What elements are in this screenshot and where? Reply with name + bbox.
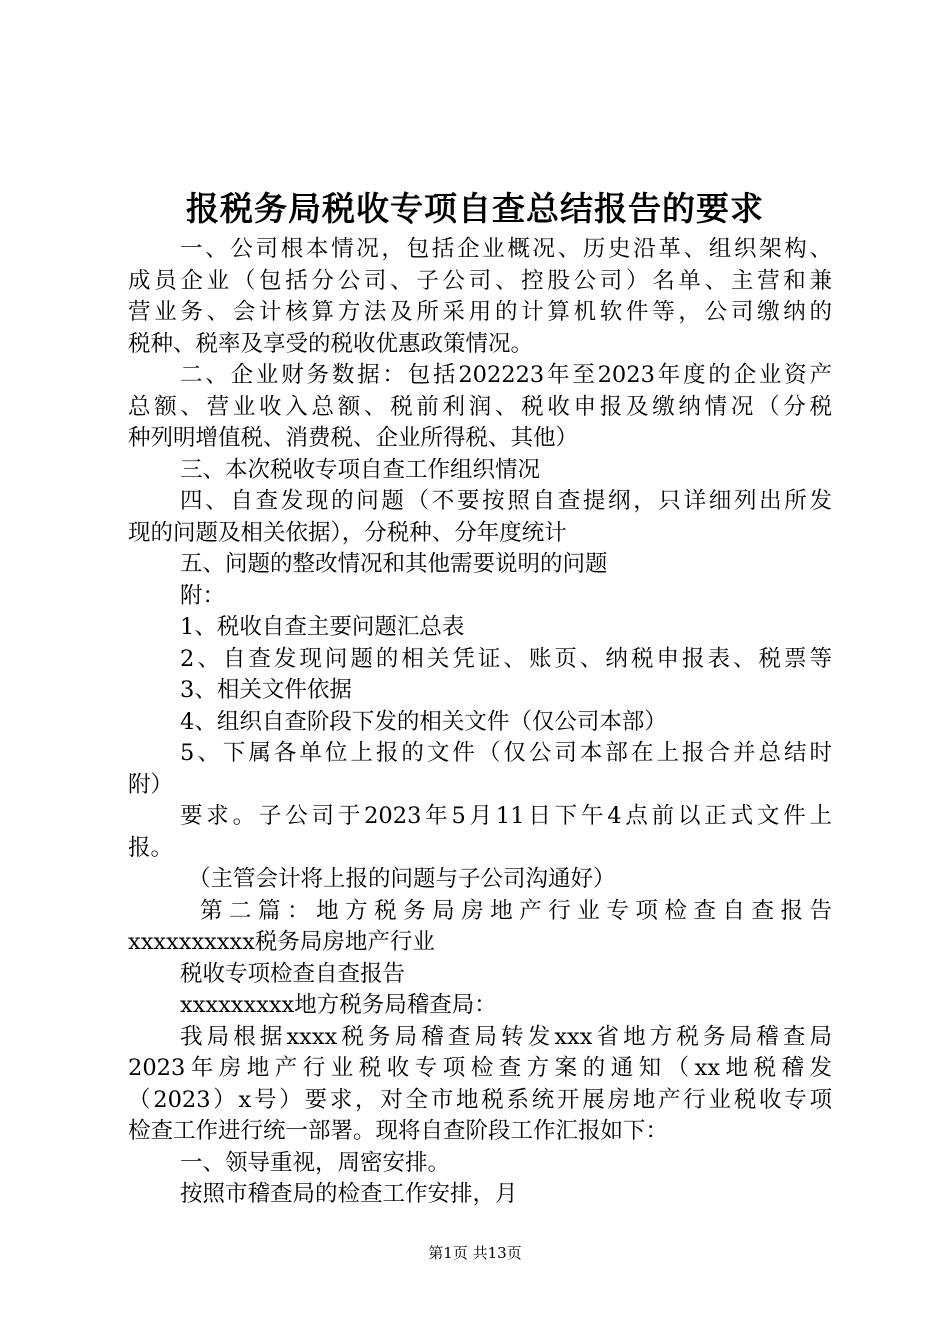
body-line: 4、组织自查阶段下发的相关文件（仅公司本部） xyxy=(180,708,667,735)
body-line: 一、公司根本情况，包括企业概况、历史沿革、组织架构、 xyxy=(180,236,832,262)
body-line: 2、自查发现问题的相关凭证、账页、纳税申报表、税票等 xyxy=(180,645,832,672)
body-line: 附： xyxy=(180,582,226,609)
body-line: 附） xyxy=(128,771,174,798)
body-line: 营业务、会计核算方法及所采用的计算机软件等，公司缴纳的 xyxy=(128,299,832,325)
body-line: 四、自查发现的问题（不要按照自查提纲，只详细列出所发 xyxy=(180,488,832,514)
document-title: 报税务局税收专项自查总结报告的要求 xyxy=(186,189,764,228)
body-line: xxxxxxxxxx税务局房地产行业 xyxy=(128,929,435,955)
body-line: 税种、税率及享受的税收优惠政策情况。 xyxy=(128,330,534,357)
body-line: 种列明增值税、消费税、企业所得税、其他） xyxy=(128,425,579,451)
body-line: （2023）x号）要求，对全市地税系统开展房地产行业税收专项 xyxy=(128,1086,832,1113)
body-line: 要求。子公司于2023年5月11日下午4点前以正式文件上 xyxy=(180,803,832,829)
body-line: 税收专项检查自查报告 xyxy=(180,960,406,987)
body-line: 3、相关文件依据 xyxy=(180,677,352,703)
document-body xyxy=(128,234,832,1211)
body-line: 三、本次税收专项自查工作组织情况 xyxy=(180,456,541,483)
body-line: 检查工作进行统一部署。现将自查阶段工作汇报如下： xyxy=(128,1118,669,1144)
body-line: 2023年房地产行业税收专项检查方案的通知（xx地税稽发 xyxy=(128,1055,832,1081)
body-line: 报。 xyxy=(128,834,174,861)
body-line: 一、领导重视，周密安排。 xyxy=(180,1149,451,1176)
body-line: 成员企业（包括分公司、子公司、控股公司）名单、主营和兼 xyxy=(128,267,832,294)
body-line: 总额、营业收入总额、税前利润、税收申报及缴纳情况（分税 xyxy=(128,393,832,420)
body-line: （主管会计将上报的问题与子公司沟通好） xyxy=(188,866,616,892)
body-line: 现的问题及相关依据），分税种、分年度统计 xyxy=(128,519,567,546)
body-line: 5、下属各单位上报的文件（仅公司本部在上报合并总结时 xyxy=(180,740,832,766)
body-line: 二、企业财务数据：包括202223年至2023年度的企业资产 xyxy=(180,362,832,388)
body-line: 按照市稽查局的检查工作安排，月 xyxy=(180,1181,518,1207)
body-line: 五、问题的整改情况和其他需要说明的问题 xyxy=(180,551,608,577)
body-line: 我局根据xxxx税务局稽查局转发xxx省地方税务局稽查局 xyxy=(180,1023,832,1050)
body-line: xxxxxxxxx地方税务局稽查局： xyxy=(180,992,497,1018)
page-number: 第1页 共13页 xyxy=(428,1244,522,1262)
body-line: 1、税收自查主要问题汇总表 xyxy=(180,614,465,640)
body-line: 第二篇：地方税务局房地产行业专项检查自查报告 xyxy=(200,897,832,924)
